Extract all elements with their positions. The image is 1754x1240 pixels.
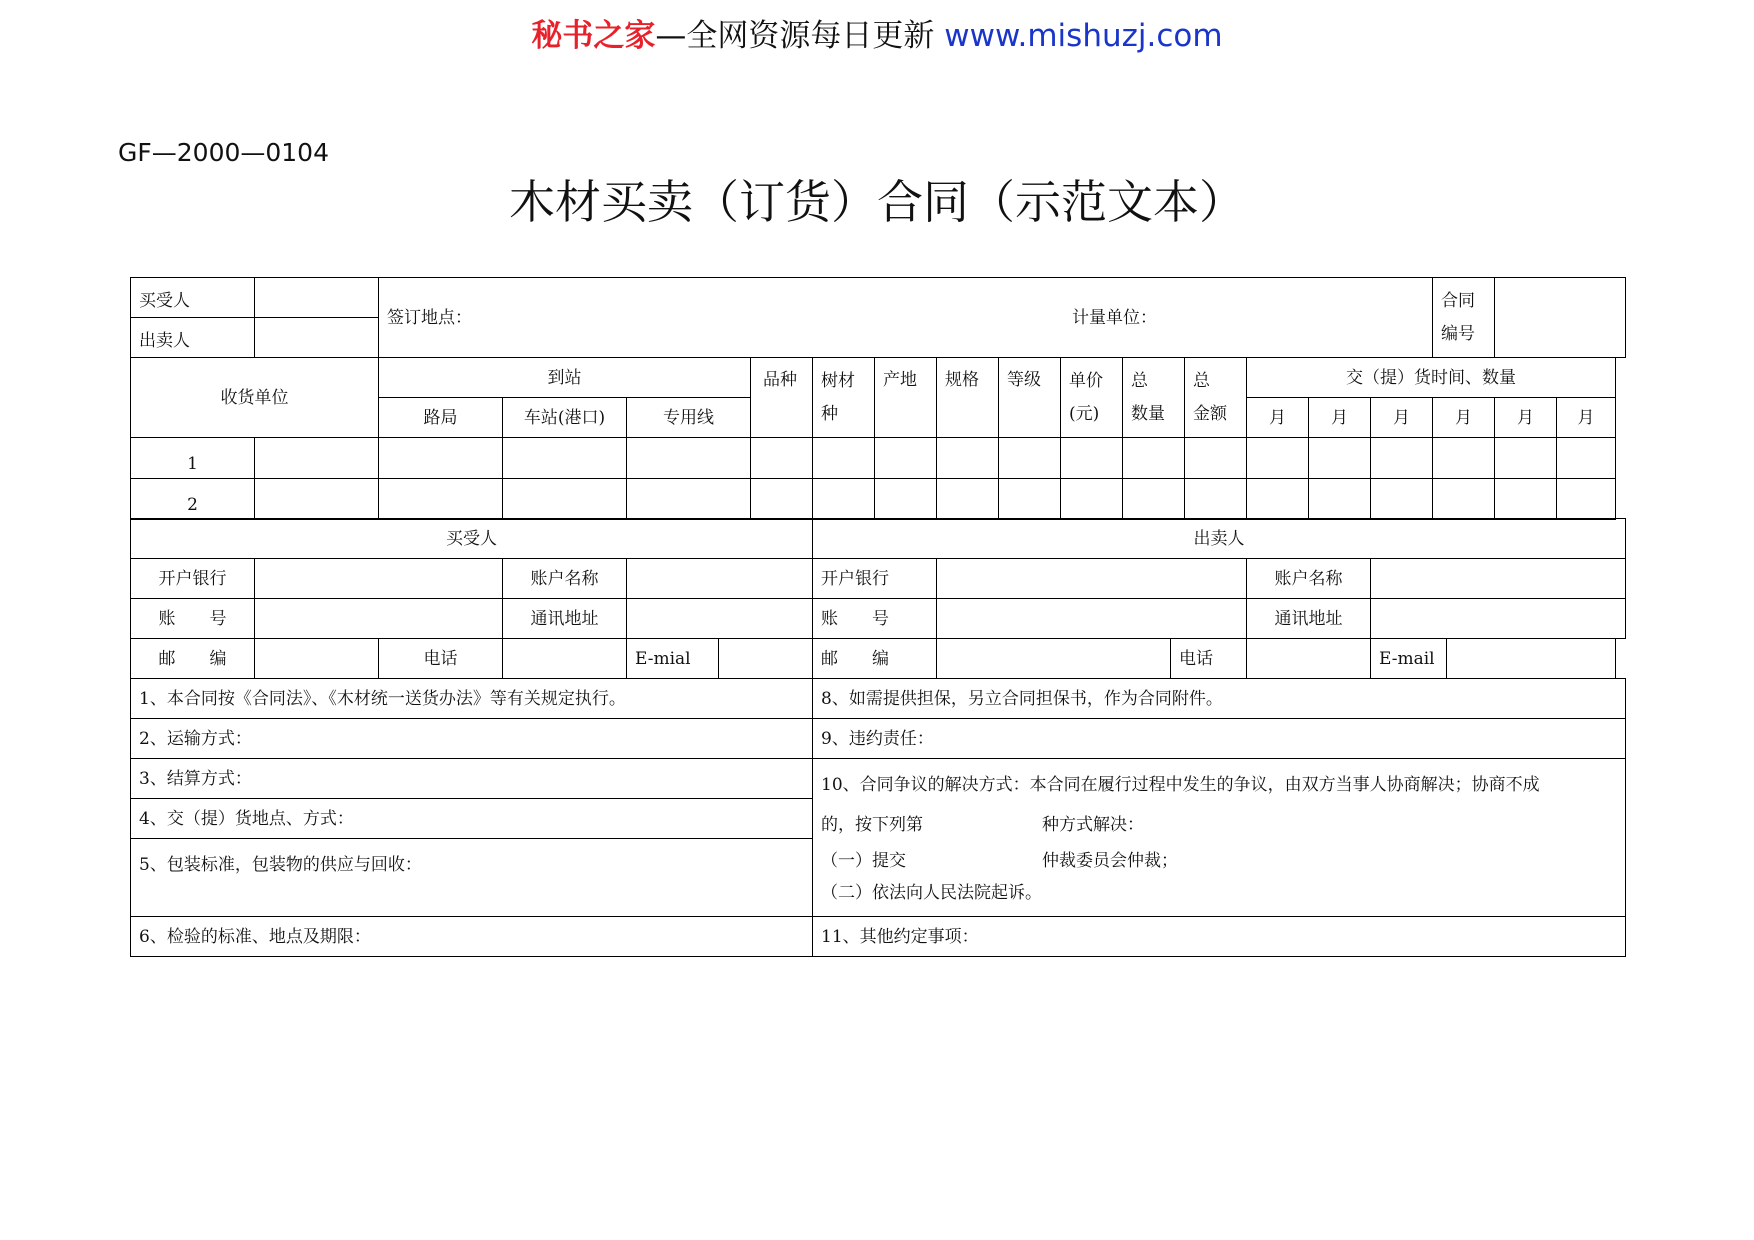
seller-account-name-field[interactable]: [1370, 558, 1626, 599]
buyer-address-label: 通讯地址: [502, 598, 627, 639]
seller-field[interactable]: [254, 317, 379, 358]
goods-cell[interactable]: [1308, 437, 1371, 479]
buyer-field[interactable]: [254, 277, 379, 318]
buyer-postcode-field[interactable]: [254, 638, 379, 679]
term-10-line-1: 10、合同争议的解决方式：本合同在履行过程中发生的争议，由双方当事人协商解决；协商不成: [821, 775, 1540, 795]
parties-seller-header: 出卖人: [812, 518, 1626, 559]
goods-cell[interactable]: [1556, 437, 1616, 479]
buyer-phone-label: 电话: [378, 638, 503, 679]
goods-cell[interactable]: [1308, 478, 1371, 520]
unit-price-header-2: (元): [1069, 404, 1100, 425]
goods-cell[interactable]: [1122, 437, 1185, 479]
goods-cell[interactable]: [1184, 437, 1247, 479]
seller-postcode-label: 邮 编: [812, 638, 937, 679]
grade-header: 等级: [998, 357, 1061, 438]
buyer-account-no-field[interactable]: [254, 598, 503, 639]
goods-cell[interactable]: [254, 478, 379, 520]
term-9[interactable]: 9、违约责任：: [812, 718, 1626, 759]
species-header: [812, 357, 875, 438]
goods-cell[interactable]: [1122, 478, 1185, 520]
variety-header: 品种: [750, 357, 813, 438]
term-8: 8、如需提供担保，另立合同担保书，作为合同附件。: [812, 678, 1626, 719]
month-header-5: 月: [1494, 397, 1557, 438]
parties-buyer-header: 买受人: [130, 518, 813, 559]
goods-cell[interactable]: [1370, 437, 1433, 479]
goods-cell[interactable]: [998, 478, 1061, 520]
goods-cell[interactable]: [1060, 437, 1123, 479]
month-header-2: 月: [1308, 397, 1371, 438]
goods-cell[interactable]: [750, 478, 813, 520]
seller-account-no-field[interactable]: [936, 598, 1247, 639]
site-banner: [0, 14, 1754, 58]
buyer-bank-field[interactable]: [254, 558, 503, 599]
goods-cell[interactable]: [936, 437, 999, 479]
seller-postcode-field[interactable]: [936, 638, 1171, 679]
goods-cell[interactable]: [1246, 437, 1309, 479]
document-title: 木材买卖（订货）合同（示范文本）: [509, 175, 1245, 229]
contract-no-label: [1432, 277, 1495, 358]
total-qty-header: [1122, 357, 1185, 438]
goods-cell[interactable]: [626, 437, 751, 479]
goods-cell[interactable]: [378, 478, 503, 520]
banner-brand: 秘书之家: [531, 18, 656, 54]
buyer-email-label: E-mial: [626, 638, 719, 679]
term-10-line-2: 的，按下列第 种方式解决：: [821, 815, 1144, 835]
spec-header: 规格: [936, 357, 999, 438]
goods-cell[interactable]: [1432, 478, 1495, 520]
goods-cell[interactable]: [812, 478, 875, 520]
seller-bank-field[interactable]: [936, 558, 1247, 599]
goods-cell[interactable]: [502, 478, 627, 520]
goods-cell[interactable]: [750, 437, 813, 479]
goods-cell[interactable]: [874, 437, 937, 479]
total-qty-header-1: 总: [1131, 370, 1148, 391]
term-10-option-1: （一）提交 仲裁委员会仲裁；: [821, 851, 1178, 871]
term-5[interactable]: 5、包装标准，包装物的供应与回收：: [130, 838, 813, 917]
buyer-label: 买受人: [130, 277, 255, 318]
signing-place-label: 签订地点：: [387, 307, 472, 328]
goods-cell[interactable]: [254, 437, 379, 479]
seller-address-label: 通讯地址: [1246, 598, 1371, 639]
total-amount-header: [1184, 357, 1247, 438]
banner-url[interactable]: www.mishuzj.com: [944, 18, 1223, 54]
month-header-1: 月: [1246, 397, 1309, 438]
seller-bank-label: 开户银行: [812, 558, 937, 599]
goods-cell[interactable]: [998, 437, 1061, 479]
term-10[interactable]: [812, 758, 1626, 917]
seller-email-label: E-mail: [1370, 638, 1447, 679]
goods-cell[interactable]: [1246, 478, 1309, 520]
goods-cell[interactable]: [1432, 437, 1495, 479]
goods-cell[interactable]: [626, 478, 751, 520]
seller-phone-label: 电话: [1170, 638, 1247, 679]
station-header: 车站(港口): [502, 397, 627, 438]
banner-tagline: —全网资源每日更新: [655, 18, 945, 54]
seller-email-field[interactable]: [1446, 638, 1616, 679]
buyer-address-field[interactable]: [626, 598, 813, 639]
goods-cell[interactable]: [1556, 478, 1616, 520]
term-3[interactable]: 3、结算方式：: [130, 758, 813, 799]
seller-account-no-label: 账 号: [812, 598, 937, 639]
term-6[interactable]: 6、检验的标准、地点及期限：: [130, 916, 813, 957]
goods-cell[interactable]: [378, 437, 503, 479]
seller-account-name-label: 账户名称: [1246, 558, 1371, 599]
origin-header: 产地: [874, 357, 937, 438]
buyer-account-name-field[interactable]: [626, 558, 813, 599]
seller-phone-field[interactable]: [1246, 638, 1371, 679]
month-header-4: 月: [1432, 397, 1495, 438]
buyer-email-field[interactable]: [718, 638, 813, 679]
contract-no-label-2: 编号: [1441, 324, 1475, 345]
unit-price-header-1: 单价: [1069, 370, 1103, 391]
goods-cell[interactable]: [1060, 478, 1123, 520]
goods-cell[interactable]: [1494, 478, 1557, 520]
unit-price-header: [1060, 357, 1123, 438]
total-amount-header-2: 金额: [1193, 404, 1227, 425]
contract-no-label-1: 合同: [1441, 290, 1475, 311]
buyer-account-no-label: 账 号: [130, 598, 255, 639]
goods-cell[interactable]: [812, 437, 875, 479]
goods-cell[interactable]: [1184, 478, 1247, 520]
seller-address-field[interactable]: [1370, 598, 1626, 639]
goods-cell[interactable]: [874, 478, 937, 520]
buyer-phone-field[interactable]: [502, 638, 627, 679]
term-11[interactable]: 11、其他约定事项：: [812, 916, 1626, 957]
total-qty-header-2: 数量: [1131, 404, 1165, 425]
goods-row-number: 2: [130, 478, 255, 520]
buyer-account-name-label: 账户名称: [502, 558, 627, 599]
contract-form: [130, 277, 1626, 967]
term-2[interactable]: 2、运输方式：: [130, 718, 813, 759]
term-10-option-2: （二）依法向人民法院起诉。: [821, 883, 1042, 903]
buyer-postcode-label: 邮 编: [130, 638, 255, 679]
species-header-2: 种: [821, 404, 838, 425]
delivery-header: 交（提）货时间、数量: [1246, 357, 1616, 398]
signing-block: [378, 277, 1433, 358]
arrival-header: 到站: [378, 357, 751, 398]
term-1: 1、本合同按《合同法》、《木材统一送货办法》等有关规定执行。: [130, 678, 813, 719]
term-4[interactable]: 4、交（提）货地点、方式：: [130, 798, 813, 839]
buyer-bank-label: 开户银行: [130, 558, 255, 599]
goods-cell[interactable]: [502, 437, 627, 479]
railway-bureau-header: 路局: [378, 397, 503, 438]
seller-label: 出卖人: [130, 317, 255, 358]
dedicated-line-header: 专用线: [626, 397, 751, 438]
goods-row-number: 1: [130, 437, 255, 479]
species-header-1: 树材: [821, 370, 855, 391]
receiver-header: 收货单位: [130, 357, 379, 438]
measure-unit-label: 计量单位：: [1072, 307, 1157, 328]
contract-no-field[interactable]: [1494, 277, 1626, 358]
goods-cell[interactable]: [1370, 478, 1433, 520]
goods-cell[interactable]: [1494, 437, 1557, 479]
month-header-3: 月: [1370, 397, 1433, 438]
document-code: GF—2000—0104: [118, 138, 329, 167]
total-amount-header-1: 总: [1193, 370, 1210, 391]
goods-cell[interactable]: [936, 478, 999, 520]
month-header-6: 月: [1556, 397, 1616, 438]
